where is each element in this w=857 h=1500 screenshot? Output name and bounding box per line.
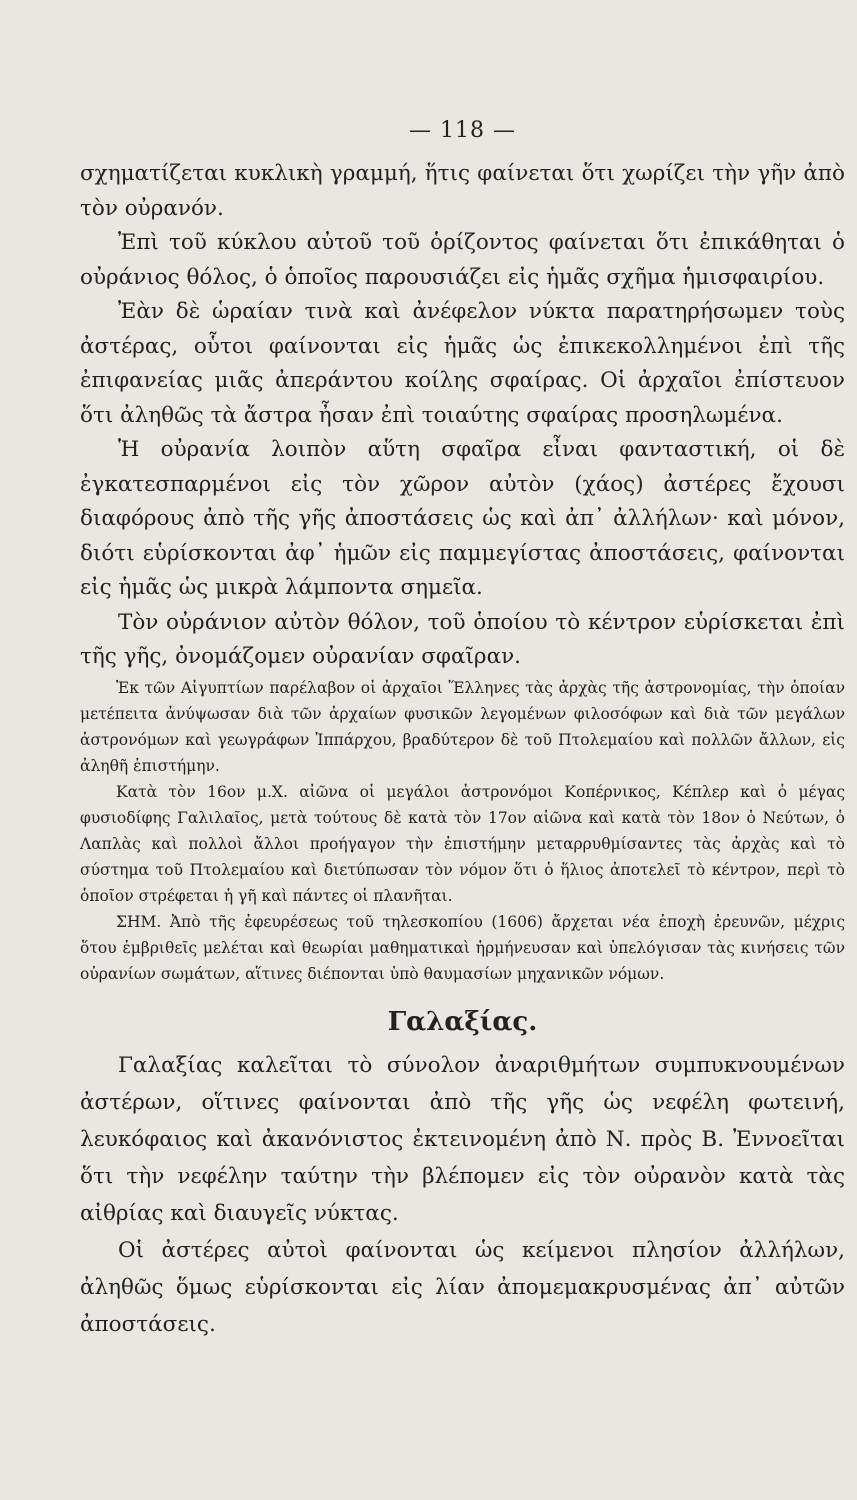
paragraph: Κατὰ τὸν 16ον μ.Χ. αἰῶνα οἱ μεγάλοι ἀστρονόμοι Κοπέρνικος, Κέπλερ καὶ ὁ μέγας φυσιοδίφης Γαλιλαῖος, μετὰ τούτους δὲ κατὰ τὸν 17ον αἰῶνα καὶ κατὰ τὸν 18ον ὁ Νεύτων, ὁ Λαπλὰς καὶ πολλοὶ ἄλλοι προήγαγον τὴν ἐπιστήμην μεταρρυθμίσαντες τὰς ἀρχὰς καὶ τὸ σύστημα τοῦ Πτολεμαίου καὶ διετύπωσαν τὸν νόμον ὅτι ὁ ἥλιος ἀποτελεῖ τὸ κέντρον, περὶ τὸ ὁποῖον στρέφεται ἡ γῆ καὶ πάντες οἱ πλανῆται. (80, 782, 845, 905)
note-paragraph: ΣΗΜ. Ἀπὸ τῆς ἐφευρέσεως τοῦ τηλεσκοπίου (1606) ἄρχεται νέα ἐποχὴ ἐρευνῶν, μέχρις ὅτου ἐμβριθεῖς μελέται καὶ θεωρίαι μαθηματικαὶ ἡρμήνευσαν καὶ ὑπελόγισαν τὰς κινήσεις τῶν οὐρανίων σωμάτων, αἵτινες διέπονται ὑπὸ θαυμασίων μηχανικῶν νόμων. (80, 912, 845, 983)
paragraph: Ἐὰν δὲ ὡραίαν τινὰ καὶ ἀνέφελον νύκτα παρατηρήσωμεν τοὺς ἀστέρας, οὗτοι φαίνονται εἰς ἡμᾶς ὡς ἐπικεκολλημένοι ἐπὶ τῆς ἐπιφανείας μιᾶς ἀπεράντου κοίλης σφαίρας. Οἱ ἀρχαῖοι ἐπίστευον ὅτι ἀληθῶς τὰ ἄστρα ἦσαν ἐπὶ τοιαύτης σφαίρας προσηλωμένα. (80, 299, 845, 428)
section-heading: Γαλαξίας. (387, 1006, 538, 1037)
page-number: — 118 — (409, 118, 516, 143)
main-text-section (80, 157, 845, 675)
paragraph: Γαλαξίας καλεῖται τὸ σύνολον ἀναριθμήτων συμπυκνουμένων ἀστέρων, οἵτινες φαίνονται ἀπὸ τῆς γῆς ὡς νεφέλη φωτεινή, λευκόφαιος καὶ ἀκανόνιστος ἐκτεινομένη ἀπὸ Ν. πρὸς Β. Ἐννοεῖται ὅτι τὴν νεφέλην ταύτην τὴν βλέπομεν εἰς τὸν οὐρανὸν κατὰ τὰς αἰθρίας καὶ διαυγεῖς νύκτας. (80, 1052, 845, 1226)
galaxy-section (80, 1047, 845, 1343)
small-print-section (80, 675, 845, 987)
paragraph: σχηματίζεται κυκλικὴ γραμμή, ἥτις φαίνεται ὅτι χωρίζει τὴν γῆν ἀπὸ τὸν οὐρανόν. (80, 161, 845, 221)
paragraph: Ἐπὶ τοῦ κύκλου αὐτοῦ τοῦ ὁρίζοντος φαίνεται ὅτι ἐπικάθηται ὁ οὐράνιος θόλος, ὁ ὁποῖος παρουσιάζει εἰς ἡμᾶς σχῆμα ἡμισφαιρίου. (80, 230, 845, 290)
paragraph: Ἡ οὐρανία λοιπὸν αὕτη σφαῖρα εἶναι φανταστική, οἱ δὲ ἐγκατεσπαρμένοι εἰς τὸν χῶρον αὐτὸν (χάος) ἀστέρες ἔχουσι διαφόρους ἀπὸ τῆς γῆς ἀποστάσεις ὡς καὶ ἀπ᾽ ἀλλήλων· καὶ μόνον, διότι εὑρίσκονται ἀφ᾽ ἡμῶν εἰς παμμεγίστας ἀποστάσεις, φαίνονται εἰς ἡμᾶς ὡς μικρὰ λάμποντα σημεῖα. (80, 437, 845, 600)
paragraph: Τὸν οὐράνιον αὐτὸν θόλον, τοῦ ὁποίου τὸ κέντρον εὑρίσκεται ἐπὶ τῆς γῆς, ὀνομάζομεν οὐρανίαν σφαῖραν. (80, 609, 845, 669)
paragraph: Ἐκ τῶν Αἰγυπτίων παρέλαβον οἱ ἀρχαῖοι Ἕλληνες τὰς ἀρχὰς τῆς ἀστρονομίας, τὴν ὁποίαν μετέπειτα ἀνύψωσαν διὰ τῶν ἀρχαίων φυσικῶν λεγομένων φιλοσόφων καὶ διὰ τῶν μεγάλων ἀστρονόμων καὶ γεωγράφων Ἱππάρχου, βραδύτερον δὲ τοῦ Πτολεμαίου καὶ πολλῶν ἄλλων, εἰς ἀληθῆ ἐπιστήμην. (80, 678, 845, 775)
paragraph: Οἱ ἀστέρες αὐτοὶ φαίνονται ὡς κείμενοι πλησίον ἀλλήλων, ἀληθῶς ὅμως εὑρίσκονται εἰς λίαν ἀπομεμακρυσμένας ἀπ᾽ αὐτῶν ἀποστάσεις. (80, 1237, 845, 1337)
